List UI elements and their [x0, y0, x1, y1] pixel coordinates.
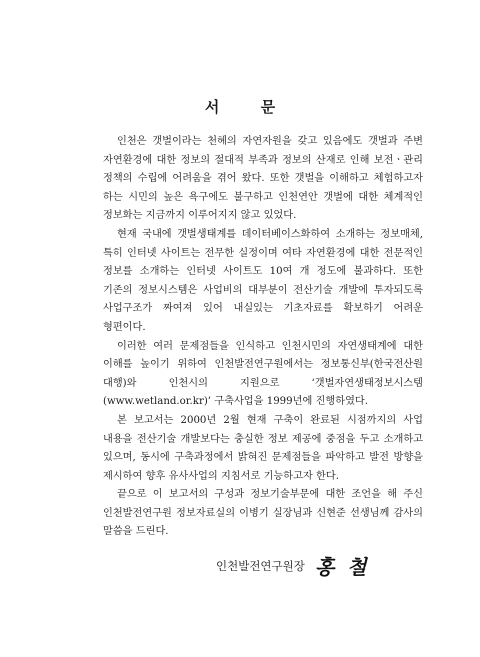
signature-title: 인천발전연구원장 [216, 558, 305, 573]
handwritten-signature: 홍 철 [314, 555, 370, 579]
paragraph-3: 이러한 여러 문제점들을 인식하고 인천시민의 자연생태계에 대한 이해를 높이기 위하여 인천발전연구원에서는 정보통신부(한국전산원 대행)와 인천시의 지원으로 ‘갯벌자연생태정보시스템(www.wetland.or.kr)’ 구축사업을 1999년에 진행하였다. [103, 340, 423, 408]
paragraph-1: 인천은 갯벌이라는 천혜의 자연자원을 갖고 있음에도 갯벌과 주변 자연환경에 대한 정보의 절대적 부족과 정보의 산재로 인해 보전ㆍ관리 정책의 수립에 어려움을 겪어 왔다. 또한 갯벌을 이해하고 체험하고자 하는 시민의 높은 욕구에도 불구하고 인천연안 갯벌에 대한 체계적인 정보화는 지금까지 이루어지지 않고 있었다. [103, 136, 423, 222]
paragraph-4: 본 보고서는 2000년 2월 현재 구축이 완료된 시점까지의 사업 내용을 전산기술 개발보다는 충실한 정보 제공에 중점을 두고 소개하고 있으며, 동시에 구축과정에서 밝혀진 문제점들을 파악하고 발전 방향을 제시하여 향후 유사사업의 지침서로 기능하고자 한다. [103, 414, 423, 482]
preface-body [103, 133, 423, 542]
paragraph-2: 현재 국내에 갯벌생태계를 데이터베이스화하여 소개하는 정보매체, 특히 인터넷 사이트는 전무한 실정이며 여타 자연환경에 대한 전문적인 정보를 소개하는 인터넷 사이트도 10여 개 정도에 불과하다. 또한 기존의 정보시스템은 사업비의 대부분이 전산기술 개발에 투자되도록 사업구조가 짜여져 있어 내실있는 기초자료를 확보하기 어려운 형편이다. [103, 228, 423, 333]
page-title: 서 문 [204, 98, 294, 116]
signature-block [216, 551, 369, 580]
paragraph-5: 끝으로 이 보고서의 구성과 정보기술부문에 대한 조언을 해 주신 인천발전연구원 정보자료실의 이병기 실장님과 신현준 선생님께 감사의 말씀을 드린다. [103, 489, 423, 538]
